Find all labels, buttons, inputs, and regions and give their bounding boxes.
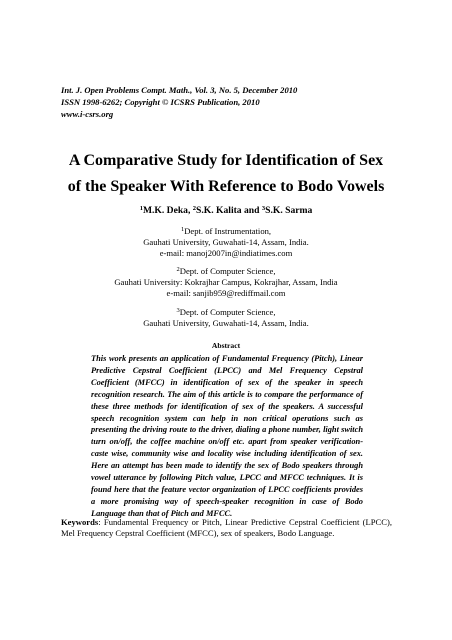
affiliation-3-number: 3 <box>176 307 180 314</box>
journal-issn: ISSN 1998-6262; Copyright © ICSRS Publication, 2010 <box>61 97 260 108</box>
author-1-name: M.K. Deka, <box>142 205 193 216</box>
author-2-affiliation-number: 2 <box>192 205 197 212</box>
author-list <box>0 205 452 216</box>
abstract-text: This work presents an application of Fundamental Frequency (Pitch), Linear Predictive Cepstral Coefficient (LPCC) and Mel Frequency Cepstral Coefficient (MFCC) in identification of sex of the speaker in speech recognition research. The aim of this article is to compare the performance of these three methods for identification of sex of the speakers. A successful speech recognition system can help in non critical operations such as presenting the driving route to the driver, dialing a phone number, light switch turn on/off, the coffee machine on/off etc. apart from speaker verification-caste wise, community wise and locality wise including identification of sex. Here an attempt has been made to identify the sex of Bodo speakers through vowel utterance by following Pitch value, LPCC and MFCC techniques. It is found here that the feature vector organization of LPCC coefficients provides a more promising way of speech-speaker recognition in case of Bodo Language than that of Pitch and MFCC. <box>91 354 363 518</box>
keywords-section <box>61 517 392 539</box>
paper-title <box>0 148 452 200</box>
author-2-name: S.K. Kalita and <box>196 205 262 216</box>
paper-title-line-2: of the Speaker With Reference to Bodo Vowels <box>67 178 385 195</box>
author-1-affiliation-number: 1 <box>139 205 143 212</box>
affiliation-1-email: e-mail: manoj2007in@indiatimes.com <box>159 248 293 259</box>
keywords-label: Keywords <box>61 517 99 527</box>
affiliation-1-place: Gauhati University, Guwahati-14, Assam, India. <box>143 237 309 248</box>
affiliation-2 <box>0 266 452 300</box>
paper-title-line-1: A Comparative Study for Identification of Sex <box>68 152 384 169</box>
abstract-heading: Abstract <box>211 341 241 350</box>
affiliation-1-number: 1 <box>180 226 185 233</box>
affiliation-2-place: Gauhati University: Kokrajhar Campus, Kokrajhar, Assam, India <box>114 277 338 288</box>
author-3-name: S.K. Sarma <box>265 205 313 216</box>
affiliation-3 <box>0 307 452 329</box>
journal-website: www.i-csrs.org <box>61 109 114 120</box>
affiliation-2-email: e-mail: sanjib959@rediffmail.com <box>166 288 286 299</box>
author-3-affiliation-number: 3 <box>261 205 266 212</box>
journal-citation: Int. J. Open Problems Compt. Math., Vol. 3, No. 5, December 2010 <box>61 85 298 95</box>
journal-header <box>61 84 297 121</box>
affiliation-2-number: 2 <box>176 266 180 273</box>
affiliation-3-dept: Dept. of Computer Science, <box>179 307 276 317</box>
affiliation-1 <box>0 226 452 260</box>
affiliation-2-dept: Dept. of Computer Science, <box>179 266 276 276</box>
affiliation-3-place: Gauhati University, Guwahati-14, Assam, India. <box>143 318 309 329</box>
affiliation-1-dept: Dept. of Instrumentation, <box>184 226 272 236</box>
keywords-text: : Fundamental Frequency or Pitch, Linear Predictive Cepstral Coefficient (LPCC), Mel Frequency Cepstral Coefficient (MFCC), sex of speakers, Bodo Language. <box>61 517 392 539</box>
